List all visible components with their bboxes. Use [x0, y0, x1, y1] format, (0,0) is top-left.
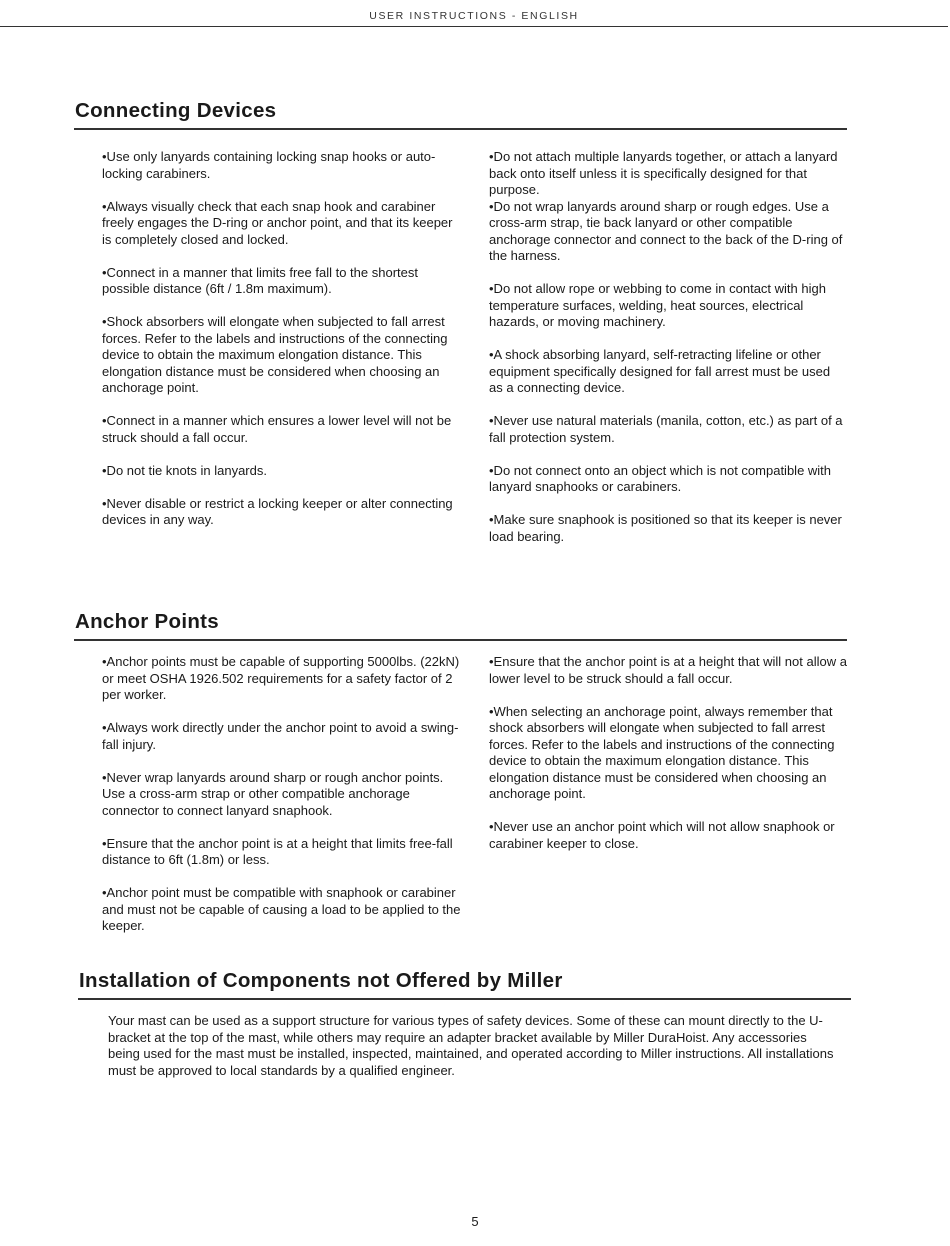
connecting-right-item: •Do not wrap lanyards around sharp or rough edges. Use a cross-arm strap, tie back lanyard or other compatible anchorage connector and connect to the back of the D-ring of the harness. — [489, 198, 843, 263]
connecting-right-item: •A shock absorbing lanyard, self-retracting lifeline or other equipment specifically designed for fall arrest must be used as a connecting device. — [489, 347, 831, 395]
connecting-right-item: •Do not attach multiple lanyards together, or attach a lanyard back onto itself unless it is specifically designed for that purpose. — [489, 149, 838, 197]
connecting-left-column — [102, 149, 462, 545]
anchor-points-title: Anchor Points — [75, 610, 219, 633]
connecting-left-item: •Use only lanyards containing locking snap hooks or auto-locking carabiners. — [102, 149, 436, 181]
page-number: 5 — [471, 1214, 479, 1229]
anchor-left-item: •Ensure that the anchor point is at a height that limits free-fall distance to 6ft (1.8m) or less. — [102, 835, 453, 867]
connecting-left-item: •Do not tie knots in lanyards. — [102, 462, 267, 478]
anchor-left-item: •Anchor point must be compatible with snaphook or carabiner and must not be capable of causing a load to be applied to the keeper. — [102, 885, 461, 933]
anchor-left-item: •Always work directly under the anchor point to avoid a swing-fall injury. — [102, 720, 459, 752]
anchor-right-item: •Never use an anchor point which will not allow snaphook or carabiner keeper to close. — [489, 819, 835, 851]
installation-title: Installation of Components not Offered by Miller — [79, 969, 563, 992]
anchor-left-column — [102, 654, 462, 951]
page-header — [0, 0, 948, 27]
connecting-devices-rule — [74, 128, 847, 130]
anchor-left-item: •Anchor points must be capable of supporting 5000lbs. (22kN) or meet OSHA 1926.502 requirements for a safety factor of 2 per worker. — [102, 654, 460, 702]
anchor-right-item: •When selecting an anchorage point, always remember that shock absorbers will elongate when subjected to fall arrest forces. Refer to the labels and instructions of the connecting device to obtain the maximum elongation distance. This elongation distance must be considered when choosing an anchorage point. — [489, 703, 835, 801]
connecting-left-item: •Connect in a manner which ensures a lower level will not be struck should a fall occur. — [102, 413, 452, 445]
anchor-left-item: •Never wrap lanyards around sharp or rough anchor points. Use a cross-arm strap or other compatible anchorage connector to connect lanyard snaphook. — [102, 769, 444, 818]
connecting-right-item: •Make sure snaphook is positioned so that its keeper is never load bearing. — [489, 512, 842, 544]
installation-paragraph: Your mast can be used as a support structure for various types of safety devices. Some of these can mount directly to the U-bracket at the top of the mast, while others may require an adapter bracket available by Miller DuraHoist. Any accessories being used for the mast must be installed, inspected, maintained, and operated according to Miller instructions. All installations must be approved to local standards by a qualified engineer. — [108, 1013, 834, 1078]
anchor-right-column — [489, 654, 847, 869]
connecting-left-item: •Connect in a manner that limits free fall to the shortest possible distance (6ft / 1.8m maximum). — [102, 264, 418, 296]
connecting-right-item: •Do not connect onto an object which is not compatible with lanyard snaphooks or carabiners. — [489, 462, 832, 494]
anchor-right-item: •Ensure that the anchor point is at a height that will not allow a lower level to be struck should a fall occur. — [489, 654, 847, 686]
connecting-right-item: •Never use natural materials (manila, cotton, etc.) as part of a fall protection system. — [489, 413, 843, 445]
connecting-left-item: •Always visually check that each snap hook and carabiner freely engages the D-ring or anchor point, and that its keeper is completely closed and locked. — [102, 198, 453, 247]
header-text: USER INSTRUCTIONS - ENGLISH — [369, 10, 579, 22]
anchor-points-rule — [74, 639, 847, 641]
connecting-left-item: •Shock absorbers will elongate when subjected to fall arrest forces. Refer to the labels and instructions of the connecting device to obtain the maximum elongation distance. This elongation distance must be considered when choosing an anchorage point. — [102, 314, 448, 395]
installation-rule — [78, 998, 851, 1000]
connecting-right-item: •Do not allow rope or webbing to come in contact with high temperature surfaces, welding, heat sources, electrical hazards, or moving machinery. — [489, 281, 826, 329]
connecting-devices-title: Connecting Devices — [75, 99, 277, 122]
connecting-right-column — [489, 149, 847, 562]
connecting-left-item: •Never disable or restrict a locking keeper or alter connecting devices in any way. — [102, 495, 453, 527]
